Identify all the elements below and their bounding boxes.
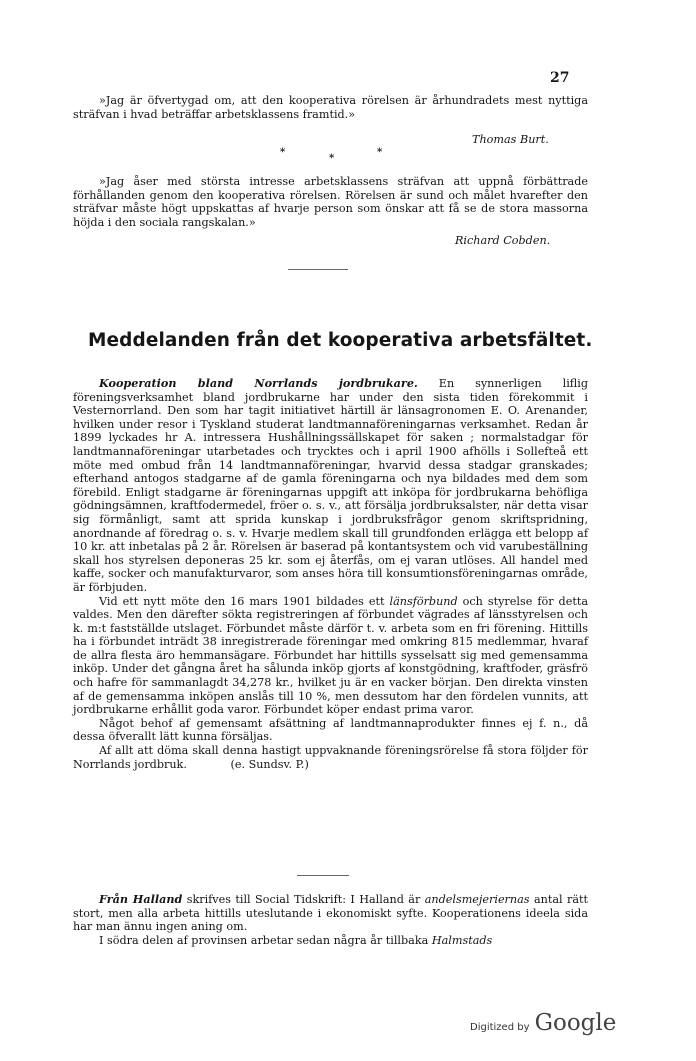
article-halland-heading: Från Halland	[99, 892, 183, 906]
text-run: antal rätt stort, men alla arbeta hittills uteslutande i ekonomiskt syfte. Kooperationens ideela sida har man ännu ingen aning om.	[73, 893, 588, 934]
asterisk: *	[280, 147, 286, 158]
quote-burt: »Jag är öfvertygad om, att den kooperativa rörelsen är århundradets mest nyttiga sträfvan i hvad beträffar arbetsklassens framtid.»	[73, 94, 588, 121]
text-run: Af allt att döma skall denna hastigt uppvaknande föreningsrörelse få stora följder för Norrlands jordbruk.	[73, 744, 588, 771]
asterisk: *	[377, 147, 383, 158]
footer-prefix: Digitized by	[470, 1022, 530, 1033]
article-norrland-p2	[73, 595, 588, 717]
article-divider	[297, 875, 349, 876]
asterisk: *	[329, 153, 335, 164]
text-run: Vid ett nytt möte den 16 mars 1901 bildades ett	[99, 594, 390, 608]
article-halland-p2	[73, 934, 588, 948]
article-norrland-p1	[73, 377, 588, 595]
italic-term: länsförbund	[389, 594, 458, 608]
quote-cobden: »Jag åser med största intresse arbetsklassens sträfvan att uppnå förbättrade förhållanden genom den kooperativa rörelsen. Rörelsen är sund och målet hvarefter den sträfvar måste högt uppskattas af hvarje person som önskar att få se de stora massorna höjda i den sociala rangskalan.»	[73, 175, 588, 229]
digitized-by-footer	[470, 1010, 616, 1036]
text-run: skrifves till Social Tidskrift: I Halland är	[182, 893, 425, 906]
footer-brand: Google	[534, 1010, 617, 1036]
article-norrland-p1-text: En synnerligen liflig föreningsverksamhet bland jordbrukarne har under den sista tiden förekommit i Vesternorrland. Den som har tagit initiativet härtill är länsagronomen E. O. Arenander, hvilken under resor i Tyskland studerat landtmannaföreningarnas verksamhet. Redan år 1899 lyckades hr A. intressera Hushållningssällskapet för saken ; normalstadgar för landtmannaföreningar utarbetades och trycktes och i april 1900 afhölls i Sollefteå ett möte med ombud från 14 landtmannaföreningar, hvarvid dessa stadgar granskades; efterhand antogos stadgarne af de gamla föreningarna och nya bildades med dem som förebild. Enligt stadgarne är föreningarnas uppgift att inköpa för jordbrukarna behöfliga gödningsämnen, kraftfodermedel, fröer o. s. v., att försälja jordbruksalster, när detta visar sig förmånligt, samt att sprida kunskap i jordbruksfrågor genom skriftspridning, anordnande af föredrag o. s. v. Hvarje medlem skall till grundfonden erlägga ett belopp af 10 kr. att inbetalas på 2 år. Rörelsen är baserad på kontantsystem och vid varubeställning skall hos styrelsen deponeras 25 kr. som ej återfås, om ej varan utlöses. All handel med kaffe, socker och manufakturvaror, som anses höra till konsumtionsföreningarnas område, är förbjuden.	[73, 377, 588, 594]
page-number: 27	[550, 70, 570, 86]
italic-term: Halmstads	[431, 933, 493, 947]
article-norrland-p4	[73, 744, 588, 771]
section-divider	[288, 269, 348, 270]
section-title: Meddelanden från det kooperativa arbetsfältet.	[88, 330, 593, 351]
article-norrland-p3: Något behof af gemensamt afsättning af landtmannaprodukter finnes ej f. n., då dessa öfverallt lätt kunna försäljas.	[73, 716, 588, 744]
article-halland	[73, 893, 588, 947]
quote-cobden-author: Richard Cobden.	[455, 234, 551, 247]
article-norrland-heading: Kooperation bland Norrlands jordbrukare.	[99, 376, 418, 390]
article-norrland	[73, 377, 588, 771]
italic-term: andelsmejeriernas	[424, 893, 530, 906]
article-norrland-source: (e. Sundsv. P.)	[230, 757, 309, 771]
quote-burt-author: Thomas Burt.	[472, 133, 549, 146]
text-run: I södra delen af provinsen arbetar sedan några år tillbaka	[99, 933, 432, 947]
article-halland-p1	[73, 893, 588, 934]
text-run: och styrelse för detta valdes. Men den därefter sökta registreringen af förbundet vägrades af länsstyrelsen och k. m:t fastställde utslaget. Förbundet måste därför t. v. arbeta som en fri förening. Hittills ha i förbundet inträdt 38 inregistrerade föreningar med omkring 815 medlemmar, hvaraf de allra flesta äro hemmansägare. Förbundet har hittills sysselsatt sig med gemensamma inköp. Under det gångna året ha sålunda inköp gjorts af konstgödning, kraftfoder, gräsfrö och hafre för sammanlagdt 34,278 kr., hvilket ju är en vacker början. Den direkta vinsten af de gemensamma inköpen anslås till 10 %, men dessutom har den fördelen vunnits, att jordbrukarne erhållit goda varor. Förbundet köper endast prima varor.	[73, 594, 588, 717]
asterism-separator	[0, 147, 696, 167]
